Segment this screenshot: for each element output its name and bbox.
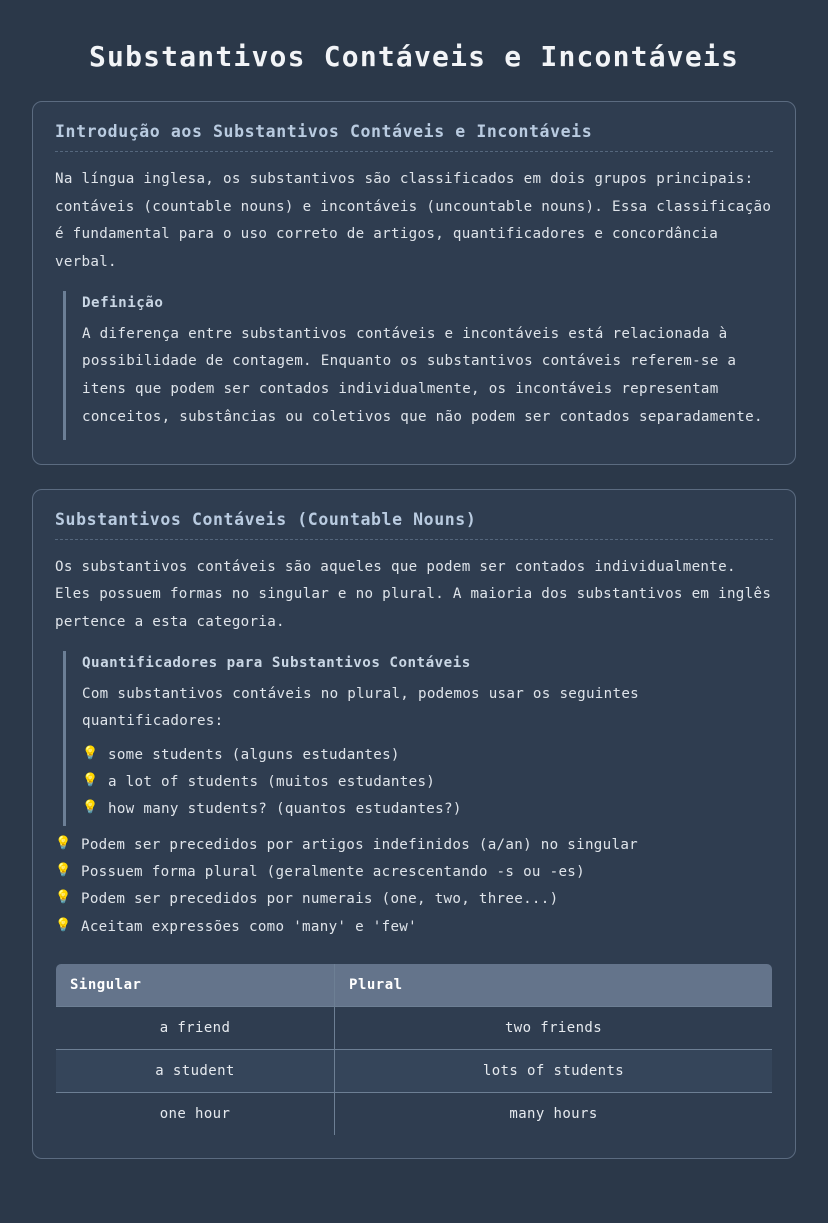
definition-paragraph: A diferença entre substantivos contáveis e incontáveis está relacionada à possibilidade de contagem. Enquanto os substantivos contáveis referem-se a itens que podem ser contados individualmente, os incontáveis representam conceitos, substâncias ou coletivos que não podem ser contados separadamente. [82,325,763,425]
list-item-label: Aceitam expressões como 'many' e 'few' [81,918,417,935]
table-cell: a student [56,1049,335,1092]
list-item-label: Podem ser precedidos por numerais (one, two, three...) [81,891,559,908]
list-item-label: some students (alguns estudantes) [108,746,400,763]
lightbulb-icon: 💡 [82,773,99,789]
list-item [55,859,773,886]
table-header-row [56,963,773,1006]
list-item [55,886,773,913]
definition-title: Definição [82,294,164,311]
list-item [55,832,773,859]
quantifiers-box [63,651,773,826]
lightbulb-icon: 💡 [82,745,99,761]
countable-features-list [55,832,773,941]
lightbulb-icon: 💡 [55,835,72,851]
table-header-cell: Singular [56,963,335,1006]
table-cell: many hours [335,1092,773,1135]
list-item-label: Possuem forma plural (geralmente acrescentando -s ou -es) [81,864,585,880]
table-cell: a friend [56,1006,335,1049]
quantifiers-list [82,742,773,824]
lightbulb-icon: 💡 [82,800,99,816]
table-cell: two friends [335,1006,773,1049]
table-row [56,1049,773,1092]
countable-examples-table [55,963,773,1136]
quantifiers-paragraph: Com substantivos contáveis no plural, podemos usar os seguintes quantificadores: [82,685,640,730]
table-header-cell: Plural [335,963,773,1006]
list-item [82,769,773,796]
list-item-label: how many students? (quantos estudantes?) [108,801,462,818]
section-card-introducao [32,101,796,465]
lightbulb-icon: 💡 [55,863,72,878]
section-paragraph: Na língua inglesa, os substantivos são classificados em dois grupos principais: contáveis (countable nouns) e incontáveis (uncountable nouns). Essa classificação é fundamental para o uso correto de artigos, quantificadores e concordância verbal. [55,171,772,271]
section-title: Substantivos Contáveis (Countable Nouns) [55,510,773,540]
list-item [55,914,773,941]
table-cell: one hour [56,1092,335,1135]
section-paragraph: Os substantivos contáveis são aqueles que podem ser contados individualmente. Eles possuem formas no singular e no plural. A maioria dos substantivos em inglês pertence a esta categoria. [55,558,772,630]
table-body [56,1006,773,1135]
table-head [56,963,773,1006]
table-cell: lots of students [335,1049,773,1092]
table-row [56,1006,773,1049]
list-item [82,742,773,769]
section-title: Introdução aos Substantivos Contáveis e Incontáveis [55,122,773,152]
lightbulb-icon: 💡 [55,917,72,933]
page-title: Substantivos Contáveis e Incontáveis [88,40,740,73]
list-item-label: Podem ser precedidos por artigos indefinidos (a/an) no singular [81,836,639,853]
list-item-label: a lot of students (muitos estudantes) [108,774,436,791]
list-item [82,796,773,823]
definition-box [63,291,773,440]
section-card-countable [32,489,796,1159]
quantifiers-title: Quantificadores para Substantivos Contáveis [82,654,471,671]
table-row [56,1092,773,1135]
lightbulb-icon: 💡 [55,890,72,906]
